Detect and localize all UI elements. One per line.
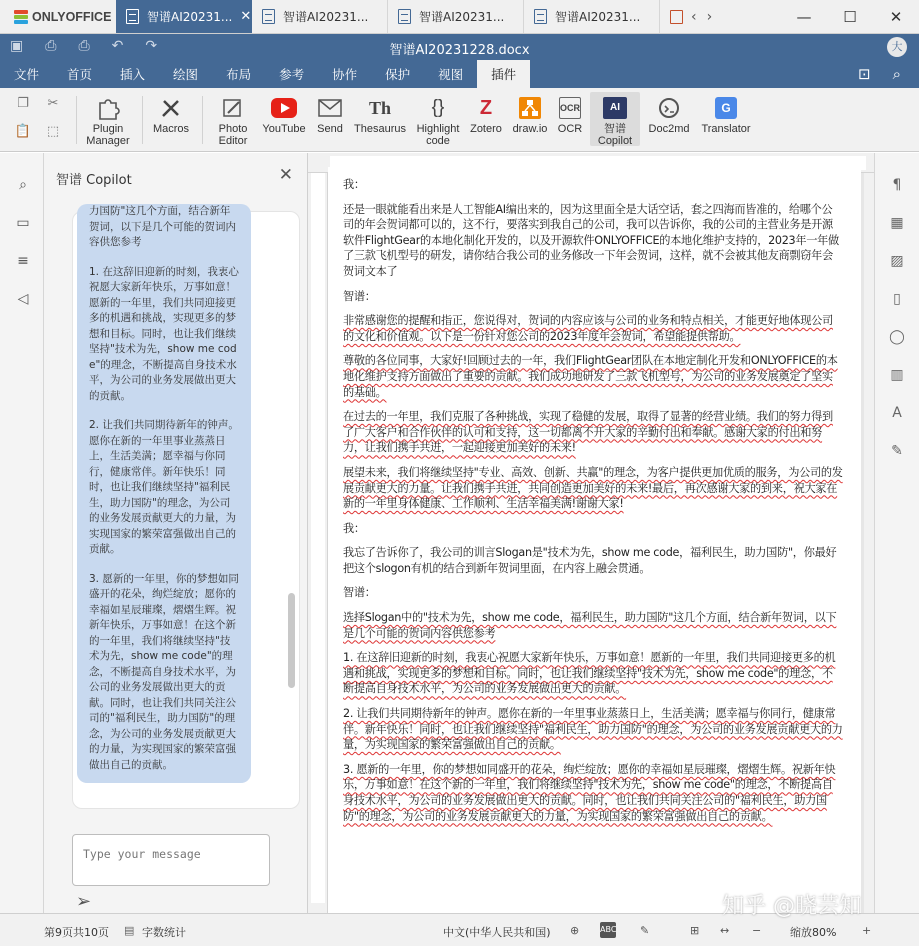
braces-icon: {} [431,97,445,118]
document-tab-2[interactable] [252,0,388,33]
doc-paragraph[interactable]: 选择Slogan中的"技术为先，show me code，福利民生，助力国防"这几个方面，结合新年贺词，以下是几个可能的贺词内容供您参考 [343,611,837,640]
doc-paragraph[interactable]: 我忘了告诉你了，我公司的训言Slogan是"技术为先，show me code，福利民生，助力国防"，你最好把这个slogon有机的结合到新年贺词里面，在内容上融会贯通。 [343,546,837,575]
photo-editor-icon [208,94,258,122]
ocr-button[interactable]: OCR OCR [554,94,586,135]
doc-paragraph[interactable]: 3. 愿新的一年里，你的梦想如同盛开的花朵，绚烂绽放；愿你的幸福如星辰璀璨，熠熠生辉。祝新年快乐，万事如意！在这个新的一年里，我们将继续坚持"技术为先，show me code"的理念，不断提高自身技术水平，为公司的业务发展做出更大的贡献。同时，也让我们共同关注公司的"福利民生，助力国防"的理念，为公司的业务发展贡献更大的力量，为实现国家的繁荣富强做出自己的贡献。 [343,762,836,823]
doc2md-icon [644,94,694,122]
fit-width-icon[interactable]: ↔ [720,924,730,937]
menu-home[interactable]: 首页 [67,67,93,82]
puzzle-icon [84,94,132,122]
word-count-button[interactable]: 字数统计 [142,926,186,939]
doc-paragraph[interactable]: 我： [343,178,365,191]
document-tab-4[interactable] [524,0,660,33]
chat-scrollbar[interactable] [288,593,295,688]
document-area[interactable] [328,173,874,913]
ocr-icon: OCR [554,94,586,122]
drawio-button[interactable]: draw.io [508,94,552,135]
copilot-panel [44,153,308,913]
message-paragraph: 1. 在这辞旧迎新的时刻，我衷心祝愿大家新年快乐，万事如意！愿新的一年里，我们共同迎接更多的机遇和挑战，实现更多的梦想和目标。同时，也让我们继续坚持"技术为先，show me code"的理念，不断提高自身技术水平，为公司的业务发展做出更大的贡献。 [89,265,239,402]
tab-label: 智谱AI20231... [555,10,641,24]
left-sidebar-rail [0,153,44,913]
document-icon [126,9,139,24]
document-icon [262,9,275,24]
fit-page-icon[interactable]: ⊞ [690,924,700,937]
plugin-manager-button[interactable]: Plugin Manager [84,94,132,147]
menu-references[interactable]: 参考 [279,67,305,82]
chat-history[interactable] [72,205,300,809]
minimize-icon[interactable]: — [796,7,812,26]
thesaurus-icon: Th [368,98,392,118]
document-icon [534,9,547,24]
cut-icon[interactable]: ✂ [47,96,59,111]
youtube-icon [260,94,308,122]
right-sidebar-rail [874,153,919,913]
document-icon [398,9,411,24]
globe-icon[interactable]: ⊕ [570,924,580,937]
document-tab-3[interactable] [388,0,524,33]
menu-plugins[interactable]: 插件 [477,60,530,88]
document-header [0,34,919,60]
tab-scroll-right-icon[interactable]: › [706,8,713,25]
message-paragraph: 力国防"这几个方面，结合新年贺词，以下是几个可能的贺词内容供您参考 [89,205,236,248]
select-all-icon[interactable]: ⬚ [46,124,60,139]
paragraph-settings-icon[interactable]: ¶ [892,177,902,193]
image-settings-icon[interactable]: ▨ [890,253,904,269]
presentation-icon [670,10,683,24]
doc-paragraph[interactable]: 2. 让我们共同期待新年的钟声。愿你在新的一年里事业蒸蒸日上，生活美满；愿幸福与你同行，健康常伴。新年快乐！同时，也让我们继续坚持"福利民生，助力国防"的理念，为公司的业务发展贡献更大的力量，为实现国家的繁荣富强做出自己的贡献。 [343,707,843,752]
drawio-icon [508,94,552,122]
copy-icon[interactable]: ❐ [17,96,29,111]
user-avatar[interactable]: 大 [887,37,907,57]
speaker-icon[interactable]: ◁ [17,291,29,307]
search-icon[interactable]: ⌕ [892,65,901,83]
menu-view[interactable]: 视图 [438,67,464,82]
save-icon[interactable]: ▣ [10,38,24,54]
copilot-title: 智谱 Copilot [56,173,132,188]
paste-icon[interactable]: 📋 [14,124,32,139]
onlyoffice-logo-icon [14,10,28,24]
language-selector[interactable]: 中文(中华人民共和国) [443,926,551,939]
tab-label: 智谱AI20231... [147,10,233,24]
track-changes-icon[interactable]: ✎ [640,924,650,937]
spellcheck-icon[interactable]: ABC [600,922,616,938]
highlight-code-button[interactable]: {} Highlight code [412,94,464,147]
table-settings-icon[interactable]: ▦ [890,215,904,231]
doc-paragraph[interactable]: 展望未来，我们将继续坚持"专业、高效、创新、共赢"的理念，为客户提供更加优质的服务，为公司的发展贡献更大的力量。让我们携手共进，共同创造更加美好的未来!最后，再次感谢大家的到来，祝大家在新的一年里身体健康、工作顺利、生活幸福美满!谢谢大家! [343,465,843,511]
tab-label: 智谱AI20231... [419,10,505,24]
watermark: 知乎 @晓芸知 [722,894,861,919]
zoom-out-icon[interactable]: − [752,924,762,937]
close-tab-icon[interactable]: ✕ [240,9,252,24]
doc-paragraph[interactable]: 在过去的一年里，我们克服了各种挑战，实现了稳健的发展，取得了显著的经营业绩。我们的努力得到了广大客户和合作伙伴的认可和支持，这一切都离不开大家的辛勤付出和奉献。感谢大家的付出和努力，让我们携手共进，一起迎接更加美好的未来! [343,410,833,455]
youtube-button[interactable]: YouTube [260,94,308,135]
signature-icon[interactable]: ✎ [891,443,903,459]
document-title: 智谱AI20231228.docx [389,43,530,58]
doc-paragraph[interactable]: 还是一眼就能看出来是人工智能AI编出来的，因为这里面全是大话空话，套之四海而皆准的，给哪个公司的年会贺词都可以的，这不行，要落实到我自己的公司，我可以告诉你，我的公司的主营业务是开源软件FlightGear的本地化制化开发的，以及开源软件ONLYOFFICE的本地化维护支持的，2023年一年做了三款飞机型号的研发，请你结合我公司的业务修改一下年会贺词，这样，就不会被其他友商剽窃年会贺词文本了 [343,202,839,278]
document-scrollbar[interactable] [864,173,874,913]
zhipu-ai-icon: AI [590,94,640,122]
zotero-button[interactable]: Z Zotero [466,94,506,135]
onlyoffice-logo[interactable] [0,0,116,33]
doc-paragraph[interactable]: 尊敬的各位同事，大家好!回顾过去的一年，我们FlightGear团队在本地定制化开发和ONLYOFFICE的本地化维护支持方面做出了重要的贡献。我们成功地研发了三款飞机型号，为公司的业务发展奠定了坚实的基础。 [343,354,838,399]
send-icon[interactable]: ➢ [76,891,92,912]
redo-icon[interactable]: ↷ [145,38,158,54]
zotero-icon: Z [479,97,493,119]
doc-paragraph[interactable]: 我： [343,521,365,535]
menu-draw[interactable]: 绘图 [173,67,199,82]
search-icon[interactable]: ⌕ [19,177,27,193]
shape-settings-icon[interactable]: ◯ [889,329,905,345]
comments-icon[interactable]: ▭ [16,215,30,231]
message-paragraph: 3. 愿新的一年里，你的梦想如同盛开的花朵，绚烂绽放；愿你的幸福如星辰璀璨，熠熠生辉。祝新年快乐，万事如意！在这个新的一年里，我们将继续坚持"技术为先，show me code"的理念，不断提高自身技术水平，为公司的业务发展做出更大的贡献。同时，也让我们共同关注公司的"福利民生，助力国防"的理念，为公司的业务发展贡献更大的力量，为实现国家的繁荣富强做出自己的贡献。 [89,572,239,771]
quick-print-icon[interactable]: ⎙ [78,38,90,54]
envelope-icon [312,94,348,122]
menu-file[interactable]: 文件 [14,67,40,82]
doc-paragraph[interactable]: 1. 在这辞旧迎新的时刻，我衷心祝愿大家新年快乐，万事如意！愿新的一年里，我们共同迎接更多的机遇和挑战，实现更多的梦想和目标。同时，也让我们继续坚持"技术为先，show me code"的理念，不断提高自身技术水平，为公司的业务发展做出更大的贡献。 [343,651,836,696]
doc-paragraph[interactable]: 智谱： [343,289,376,303]
maximize-icon[interactable]: ☐ [843,7,857,26]
menu-insert[interactable]: 插入 [120,67,146,82]
chart-settings-icon[interactable]: ▥ [890,367,904,383]
translator-button[interactable]: G Translator [698,94,754,135]
message-paragraph: 2. 让我们共同期待新年的钟声。愿你在新的一年里事业蒸蒸日上，生活美满；愿幸福与你同行，健康常伴。新年快乐！同时，也让我们继续坚持"福利民生，助力国防"的理念，为公司的业务发展贡献更大的力量，为实现国家的繁荣富强做出自己的贡献。 [89,419,239,555]
send-button[interactable]: Send [312,94,348,135]
ribbon-tabs [0,60,919,88]
page-indicator[interactable]: 第9页共10页 [44,926,109,939]
navigation-icon[interactable]: ≡ [17,253,29,269]
app-name: ONLYOFFICE [32,9,112,24]
vertical-ruler[interactable] [308,173,328,913]
doc-paragraph[interactable]: 智谱： [343,586,376,600]
doc2md-button[interactable]: Doc2md [644,94,694,135]
tab-label: 智谱AI20231... [283,10,369,24]
tools-icon [148,94,194,122]
close-window-icon[interactable]: ✕ [889,7,903,26]
plugins-toolbar [0,88,919,152]
macros-button[interactable]: Macros [148,94,194,135]
document-tab-1[interactable] [116,0,252,33]
zhipu-copilot-button[interactable]: AI 智谱 Copilot [590,92,640,146]
text-art-icon[interactable]: A [892,405,902,421]
assistant-message [77,204,251,783]
presentation-tab[interactable] [660,0,683,33]
zoom-in-icon[interactable]: + [862,924,872,937]
translator-icon: G [698,94,754,122]
open-file-location-icon[interactable]: ⊡ [858,65,871,83]
header-footer-icon[interactable]: ▯ [893,291,901,307]
menu-collaboration[interactable]: 协作 [332,67,358,82]
zoom-level[interactable]: 缩放80% [790,926,837,939]
undo-icon[interactable]: ↶ [111,38,124,54]
doc-paragraph[interactable]: 非常感谢您的提醒和指正，您说得对，贺词的内容应该与公司的业务和特点相关，才能更好地体现公司的文化和价值观。以下是一份针对您公司的2023年度年会贺词，希望能提供帮助。 [343,314,833,343]
menu-protection[interactable]: 保护 [385,67,411,82]
document-page[interactable] [328,167,861,927]
word-count-icon: ▤ [124,924,135,937]
close-icon[interactable]: ✕ [278,165,293,185]
message-input[interactable]: Type your message [72,834,270,886]
tab-scroll-left-icon[interactable]: ‹ [691,8,697,25]
menu-layout[interactable]: 布局 [226,67,252,82]
print-icon[interactable]: ⎙ [45,38,57,54]
photo-editor-button[interactable]: Photo Editor [208,94,258,147]
thesaurus-button[interactable]: Th Thesaurus [350,94,410,135]
window-tab-bar [0,0,919,34]
